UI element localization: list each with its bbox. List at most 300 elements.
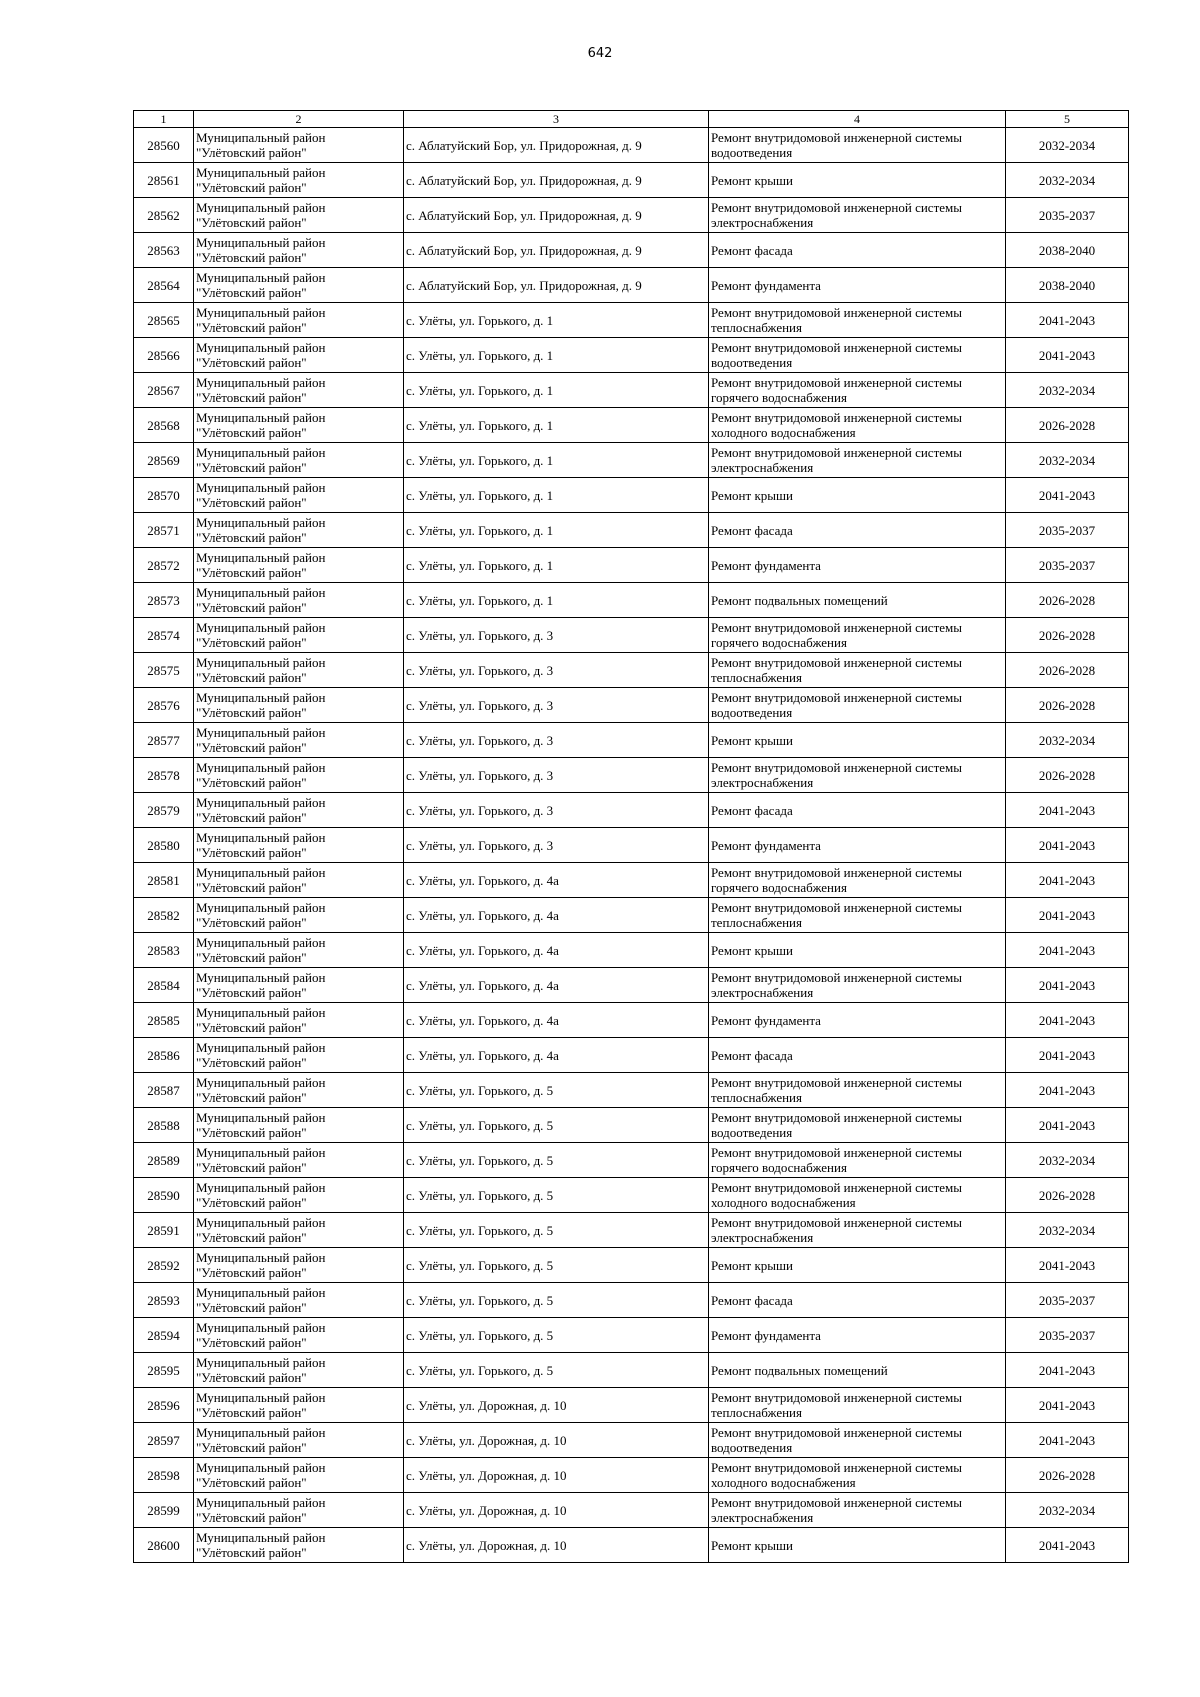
district-line: Муниципальный район <box>196 725 326 740</box>
district-line: Муниципальный район <box>196 165 326 180</box>
row-number-cell: 28595 <box>134 1353 194 1388</box>
district-line: "Улётовский район" <box>196 1300 307 1315</box>
district-cell <box>194 198 404 233</box>
district-line: Муниципальный район <box>196 1320 326 1335</box>
work-type-line: Ремонт подвальных помещений <box>711 1362 888 1378</box>
district-line: Муниципальный район <box>196 1110 326 1125</box>
work-type-cell <box>709 723 1006 758</box>
district-line: "Улётовский район" <box>196 145 307 160</box>
table-row <box>134 408 1129 443</box>
work-type-cell <box>709 478 1006 513</box>
district-cell <box>194 303 404 338</box>
work-type-line: Ремонт подвальных помещений <box>711 592 888 608</box>
work-type-line: теплоснабжения <box>711 670 802 685</box>
district-line: "Улётовский район" <box>196 1230 307 1245</box>
district-line: Муниципальный район <box>196 235 326 250</box>
planned-years-cell: 2032-2034 <box>1006 163 1129 198</box>
work-type-cell <box>709 1283 1006 1318</box>
district-line: Муниципальный район <box>196 515 326 530</box>
work-type-line: Ремонт крыши <box>711 942 793 958</box>
address-cell: с. Аблатуйский Бор, ул. Придорожная, д. 9 <box>404 198 709 233</box>
address-cell: с. Улёты, ул. Дорожная, д. 10 <box>404 1493 709 1528</box>
work-type-cell <box>709 408 1006 443</box>
district-cell <box>194 1213 404 1248</box>
row-number-cell: 28592 <box>134 1248 194 1283</box>
district-cell <box>194 583 404 618</box>
address-cell: с. Улёты, ул. Дорожная, д. 10 <box>404 1458 709 1493</box>
address-cell: с. Улёты, ул. Горького, д. 5 <box>404 1213 709 1248</box>
district-line: "Улётовский район" <box>196 1020 307 1035</box>
table-row <box>134 198 1129 233</box>
district-line: Муниципальный район <box>196 1145 326 1160</box>
planned-years-cell: 2041-2043 <box>1006 1353 1129 1388</box>
work-type-cell <box>709 443 1006 478</box>
planned-years-cell: 2041-2043 <box>1006 898 1129 933</box>
address-cell: с. Улёты, ул. Горького, д. 4а <box>404 1038 709 1073</box>
district-line: "Улётовский район" <box>196 775 307 790</box>
district-cell <box>194 478 404 513</box>
address-cell: с. Улёты, ул. Горького, д. 4а <box>404 863 709 898</box>
district-cell <box>194 1423 404 1458</box>
district-cell <box>194 233 404 268</box>
work-type-line: Ремонт фасада <box>711 242 793 258</box>
work-type-line: Ремонт внутридомовой инженерной системы <box>711 970 962 985</box>
district-line: Муниципальный район <box>196 1425 326 1440</box>
table-row <box>134 793 1129 828</box>
district-line: Муниципальный район <box>196 1040 326 1055</box>
district-line: "Улётовский район" <box>196 1475 307 1490</box>
work-type-line: Ремонт крыши <box>711 172 793 188</box>
work-type-line: электроснабжения <box>711 1230 814 1245</box>
work-type-line: Ремонт крыши <box>711 1537 793 1553</box>
district-cell <box>194 1143 404 1178</box>
district-line: Муниципальный район <box>196 550 326 565</box>
work-type-cell <box>709 583 1006 618</box>
district-line: "Улётовский район" <box>196 950 307 965</box>
district-cell <box>194 1073 404 1108</box>
work-type-line: Ремонт внутридомовой инженерной системы <box>711 760 962 775</box>
address-cell: с. Улёты, ул. Горького, д. 5 <box>404 1248 709 1283</box>
district-line: "Улётовский район" <box>196 600 307 615</box>
work-type-line: горячего водоснабжения <box>711 880 847 895</box>
district-cell <box>194 373 404 408</box>
planned-years-cell: 2041-2043 <box>1006 1248 1129 1283</box>
work-type-cell <box>709 1143 1006 1178</box>
work-type-cell <box>709 1073 1006 1108</box>
table-row <box>134 303 1129 338</box>
address-cell: с. Улёты, ул. Горького, д. 5 <box>404 1318 709 1353</box>
planned-years-cell: 2038-2040 <box>1006 268 1129 303</box>
district-cell <box>194 1178 404 1213</box>
address-cell: с. Улёты, ул. Горького, д. 5 <box>404 1178 709 1213</box>
work-type-line: Ремонт фундамента <box>711 557 821 573</box>
district-line: Муниципальный район <box>196 1390 326 1405</box>
address-cell: с. Улёты, ул. Горького, д. 1 <box>404 513 709 548</box>
district-line: Муниципальный район <box>196 1355 326 1370</box>
planned-years-cell: 2026-2028 <box>1006 758 1129 793</box>
row-number-cell: 28575 <box>134 653 194 688</box>
district-cell <box>194 338 404 373</box>
row-number-cell: 28588 <box>134 1108 194 1143</box>
district-line: "Улётовский район" <box>196 1545 307 1560</box>
planned-years-cell: 2032-2034 <box>1006 443 1129 478</box>
row-number-cell: 28565 <box>134 303 194 338</box>
work-type-line: Ремонт внутридомовой инженерной системы <box>711 305 962 320</box>
district-cell <box>194 513 404 548</box>
district-line: Муниципальный район <box>196 445 326 460</box>
district-cell <box>194 128 404 163</box>
planned-years-cell: 2041-2043 <box>1006 338 1129 373</box>
district-line: Муниципальный район <box>196 305 326 320</box>
district-cell <box>194 758 404 793</box>
table-row <box>134 1283 1129 1318</box>
address-cell: с. Улёты, ул. Горького, д. 3 <box>404 688 709 723</box>
planned-years-cell: 2032-2034 <box>1006 128 1129 163</box>
work-type-line: Ремонт фасада <box>711 1047 793 1063</box>
table-row <box>134 233 1129 268</box>
work-type-line: Ремонт внутридомовой инженерной системы <box>711 1110 962 1125</box>
work-type-cell <box>709 933 1006 968</box>
work-type-line: Ремонт внутридомовой инженерной системы <box>711 620 962 635</box>
work-type-cell <box>709 793 1006 828</box>
planned-years-cell: 2032-2034 <box>1006 1143 1129 1178</box>
work-type-line: Ремонт внутридомовой инженерной системы <box>711 865 962 880</box>
work-type-cell <box>709 1038 1006 1073</box>
row-number-cell: 28578 <box>134 758 194 793</box>
work-type-line: холодного водоснабжения <box>711 1475 856 1490</box>
work-type-line: Ремонт внутридомовой инженерной системы <box>711 900 962 915</box>
district-line: "Улётовский район" <box>196 985 307 1000</box>
address-cell: с. Улёты, ул. Горького, д. 4а <box>404 1003 709 1038</box>
row-number-cell: 28573 <box>134 583 194 618</box>
district-cell <box>194 828 404 863</box>
work-type-cell <box>709 1178 1006 1213</box>
table-row <box>134 583 1129 618</box>
table-row <box>134 443 1129 478</box>
work-type-line: электроснабжения <box>711 215 814 230</box>
row-number-cell: 28567 <box>134 373 194 408</box>
row-number-cell: 28582 <box>134 898 194 933</box>
work-type-line: Ремонт фасада <box>711 802 793 818</box>
table-row <box>134 1493 1129 1528</box>
column-header-5: 5 <box>1006 111 1129 128</box>
work-type-line: Ремонт внутридомовой инженерной системы <box>711 1425 962 1440</box>
table-row <box>134 1388 1129 1423</box>
district-line: "Улётовский район" <box>196 915 307 930</box>
table-row <box>134 163 1129 198</box>
table-row <box>134 618 1129 653</box>
district-line: "Улётовский район" <box>196 215 307 230</box>
work-type-line: водоотведения <box>711 1440 793 1455</box>
work-type-line: Ремонт внутридомовой инженерной системы <box>711 690 962 705</box>
district-line: "Улётовский район" <box>196 495 307 510</box>
work-type-line: Ремонт внутридомовой инженерной системы <box>711 1495 962 1510</box>
district-cell <box>194 268 404 303</box>
work-type-cell <box>709 1318 1006 1353</box>
work-type-line: Ремонт крыши <box>711 487 793 503</box>
work-type-line: водоотведения <box>711 1125 793 1140</box>
row-number-cell: 28589 <box>134 1143 194 1178</box>
work-type-line: электроснабжения <box>711 775 814 790</box>
district-line: "Улётовский район" <box>196 1125 307 1140</box>
row-number-cell: 28570 <box>134 478 194 513</box>
district-line: "Улётовский район" <box>196 390 307 405</box>
row-number-cell: 28576 <box>134 688 194 723</box>
planned-years-cell: 2041-2043 <box>1006 793 1129 828</box>
work-type-cell <box>709 758 1006 793</box>
address-cell: с. Улёты, ул. Горького, д. 4а <box>404 968 709 1003</box>
district-cell <box>194 863 404 898</box>
work-type-cell <box>709 303 1006 338</box>
address-cell: с. Улёты, ул. Горького, д. 1 <box>404 583 709 618</box>
work-type-cell <box>709 268 1006 303</box>
district-cell <box>194 618 404 653</box>
work-type-cell <box>709 968 1006 1003</box>
row-number-cell: 28598 <box>134 1458 194 1493</box>
district-line: Муниципальный район <box>196 1005 326 1020</box>
table-row <box>134 828 1129 863</box>
work-type-cell <box>709 688 1006 723</box>
district-line: Муниципальный район <box>196 865 326 880</box>
planned-years-cell: 2041-2043 <box>1006 1038 1129 1073</box>
work-type-cell <box>709 618 1006 653</box>
work-type-line: водоотведения <box>711 705 793 720</box>
planned-years-cell: 2026-2028 <box>1006 1178 1129 1213</box>
row-number-cell: 28586 <box>134 1038 194 1073</box>
table-row <box>134 128 1129 163</box>
district-cell <box>194 688 404 723</box>
work-type-cell <box>709 863 1006 898</box>
district-cell <box>194 408 404 443</box>
work-type-cell <box>709 1108 1006 1143</box>
table-row <box>134 723 1129 758</box>
work-type-cell <box>709 513 1006 548</box>
row-number-cell: 28599 <box>134 1493 194 1528</box>
work-type-line: Ремонт внутридомовой инженерной системы <box>711 1390 962 1405</box>
address-cell: с. Улёты, ул. Дорожная, д. 10 <box>404 1388 709 1423</box>
table-row <box>134 338 1129 373</box>
planned-years-cell: 2041-2043 <box>1006 1073 1129 1108</box>
table-row <box>134 653 1129 688</box>
table-row <box>134 968 1129 1003</box>
work-type-line: водоотведения <box>711 145 793 160</box>
address-cell: с. Улёты, ул. Горького, д. 1 <box>404 373 709 408</box>
district-line: "Улётовский район" <box>196 1405 307 1420</box>
address-cell: с. Улёты, ул. Горького, д. 4а <box>404 933 709 968</box>
work-type-line: теплоснабжения <box>711 915 802 930</box>
district-line: Муниципальный район <box>196 655 326 670</box>
row-number-cell: 28587 <box>134 1073 194 1108</box>
work-type-cell <box>709 1388 1006 1423</box>
district-line: "Улётовский район" <box>196 1370 307 1385</box>
district-line: Муниципальный район <box>196 130 326 145</box>
address-cell: с. Улёты, ул. Горького, д. 5 <box>404 1353 709 1388</box>
planned-years-cell: 2041-2043 <box>1006 968 1129 1003</box>
row-number-cell: 28571 <box>134 513 194 548</box>
planned-years-cell: 2035-2037 <box>1006 513 1129 548</box>
district-line: "Улётовский район" <box>196 1510 307 1525</box>
district-cell <box>194 1353 404 1388</box>
work-type-line: Ремонт фасада <box>711 522 793 538</box>
district-line: Муниципальный район <box>196 620 326 635</box>
work-type-line: Ремонт внутридомовой инженерной системы <box>711 655 962 670</box>
planned-years-cell: 2032-2034 <box>1006 373 1129 408</box>
address-cell: с. Улёты, ул. Горького, д. 5 <box>404 1283 709 1318</box>
work-type-line: Ремонт внутридомовой инженерной системы <box>711 410 962 425</box>
district-line: Муниципальный район <box>196 1180 326 1195</box>
work-type-line: горячего водоснабжения <box>711 390 847 405</box>
planned-years-cell: 2038-2040 <box>1006 233 1129 268</box>
work-type-cell <box>709 233 1006 268</box>
row-number-cell: 28590 <box>134 1178 194 1213</box>
table-row <box>134 373 1129 408</box>
district-line: Муниципальный район <box>196 1285 326 1300</box>
district-line: "Улётовский район" <box>196 180 307 195</box>
row-number-cell: 28569 <box>134 443 194 478</box>
district-line: "Улётовский район" <box>196 1055 307 1070</box>
planned-years-cell: 2026-2028 <box>1006 618 1129 653</box>
work-type-line: Ремонт внутридомовой инженерной системы <box>711 1460 962 1475</box>
address-cell: с. Улёты, ул. Горького, д. 5 <box>404 1073 709 1108</box>
work-type-line: Ремонт фундамента <box>711 1327 821 1343</box>
work-type-cell <box>709 128 1006 163</box>
header-row <box>134 111 1129 128</box>
table-row <box>134 933 1129 968</box>
district-line: "Улётовский район" <box>196 845 307 860</box>
work-type-cell <box>709 373 1006 408</box>
work-type-line: Ремонт внутридомовой инженерной системы <box>711 340 962 355</box>
planned-years-cell: 2026-2028 <box>1006 408 1129 443</box>
district-cell <box>194 1283 404 1318</box>
table-row <box>134 863 1129 898</box>
planned-years-cell: 2035-2037 <box>1006 548 1129 583</box>
planned-years-cell: 2041-2043 <box>1006 863 1129 898</box>
district-line: Муниципальный район <box>196 795 326 810</box>
district-line: Муниципальный район <box>196 1460 326 1475</box>
table-row <box>134 1143 1129 1178</box>
table-row <box>134 1353 1129 1388</box>
district-line: Муниципальный район <box>196 410 326 425</box>
district-line: Муниципальный район <box>196 480 326 495</box>
address-cell: с. Аблатуйский Бор, ул. Придорожная, д. 9 <box>404 163 709 198</box>
district-cell <box>194 1108 404 1143</box>
column-header-3: 3 <box>404 111 709 128</box>
row-number-cell: 28574 <box>134 618 194 653</box>
district-line: "Улётовский район" <box>196 1160 307 1175</box>
address-cell: с. Улёты, ул. Горького, д. 1 <box>404 548 709 583</box>
district-line: Муниципальный район <box>196 270 326 285</box>
row-number-cell: 28579 <box>134 793 194 828</box>
row-number-cell: 28560 <box>134 128 194 163</box>
district-line: "Улётовский район" <box>196 670 307 685</box>
district-cell <box>194 548 404 583</box>
work-type-cell <box>709 163 1006 198</box>
planned-years-cell: 2041-2043 <box>1006 1108 1129 1143</box>
district-line: "Улётовский район" <box>196 1440 307 1455</box>
row-number-cell: 28580 <box>134 828 194 863</box>
work-type-line: Ремонт фундамента <box>711 1012 821 1028</box>
row-number-cell: 28561 <box>134 163 194 198</box>
work-type-line: водоотведения <box>711 355 793 370</box>
row-number-cell: 28593 <box>134 1283 194 1318</box>
table-row <box>134 1213 1129 1248</box>
work-type-line: теплоснабжения <box>711 1405 802 1420</box>
district-line: Муниципальный район <box>196 830 326 845</box>
work-type-cell <box>709 1353 1006 1388</box>
work-type-cell <box>709 1248 1006 1283</box>
district-line: Муниципальный район <box>196 970 326 985</box>
planned-years-cell: 2041-2043 <box>1006 478 1129 513</box>
planned-years-cell: 2041-2043 <box>1006 828 1129 863</box>
column-header-1: 1 <box>134 111 194 128</box>
planned-years-cell: 2032-2034 <box>1006 1213 1129 1248</box>
address-cell: с. Улёты, ул. Горького, д. 5 <box>404 1108 709 1143</box>
table-header <box>134 111 1129 128</box>
work-type-line: теплоснабжения <box>711 320 802 335</box>
work-type-line: Ремонт крыши <box>711 732 793 748</box>
table-row <box>134 898 1129 933</box>
row-number-cell: 28584 <box>134 968 194 1003</box>
work-type-line: горячего водоснабжения <box>711 1160 847 1175</box>
district-line: Муниципальный район <box>196 935 326 950</box>
district-line: Муниципальный район <box>196 690 326 705</box>
district-line: Муниципальный район <box>196 1215 326 1230</box>
work-type-line: холодного водоснабжения <box>711 1195 856 1210</box>
address-cell: с. Улёты, ул. Горького, д. 3 <box>404 653 709 688</box>
table-row <box>134 1108 1129 1143</box>
table-row <box>134 478 1129 513</box>
table-row <box>134 1038 1129 1073</box>
district-line: "Улётовский район" <box>196 705 307 720</box>
address-cell: с. Улёты, ул. Дорожная, д. 10 <box>404 1423 709 1458</box>
work-type-line: Ремонт фасада <box>711 1292 793 1308</box>
row-number-cell: 28583 <box>134 933 194 968</box>
work-type-line: Ремонт внутридомовой инженерной системы <box>711 375 962 390</box>
district-cell <box>194 793 404 828</box>
address-cell: с. Улёты, ул. Горького, д. 5 <box>404 1143 709 1178</box>
district-line: "Улётовский район" <box>196 425 307 440</box>
district-line: "Улётовский район" <box>196 810 307 825</box>
address-cell: с. Улёты, ул. Горького, д. 1 <box>404 303 709 338</box>
table-row <box>134 1073 1129 1108</box>
planned-years-cell: 2041-2043 <box>1006 933 1129 968</box>
district-line: Муниципальный район <box>196 375 326 390</box>
column-header-4: 4 <box>709 111 1006 128</box>
district-line: "Улётовский район" <box>196 565 307 580</box>
district-line: "Улётовский район" <box>196 320 307 335</box>
district-line: Муниципальный район <box>196 1250 326 1265</box>
district-line: "Улётовский район" <box>196 530 307 545</box>
district-cell <box>194 898 404 933</box>
row-number-cell: 28577 <box>134 723 194 758</box>
district-line: Муниципальный район <box>196 1530 326 1545</box>
table-body <box>134 128 1129 1563</box>
work-type-line: Ремонт внутридомовой инженерной системы <box>711 1180 962 1195</box>
address-cell: с. Улёты, ул. Горького, д. 1 <box>404 443 709 478</box>
table-row <box>134 1423 1129 1458</box>
district-cell <box>194 1318 404 1353</box>
planned-years-cell: 2041-2043 <box>1006 303 1129 338</box>
address-cell: с. Улёты, ул. Дорожная, д. 10 <box>404 1528 709 1563</box>
work-type-line: холодного водоснабжения <box>711 425 856 440</box>
district-cell <box>194 1528 404 1563</box>
work-type-line: Ремонт внутридомовой инженерной системы <box>711 1075 962 1090</box>
district-line: "Улётовский район" <box>196 1195 307 1210</box>
planned-years-cell: 2026-2028 <box>1006 583 1129 618</box>
work-type-line: Ремонт внутридомовой инженерной системы <box>711 1215 962 1230</box>
work-type-cell <box>709 1423 1006 1458</box>
planned-years-cell: 2026-2028 <box>1006 653 1129 688</box>
